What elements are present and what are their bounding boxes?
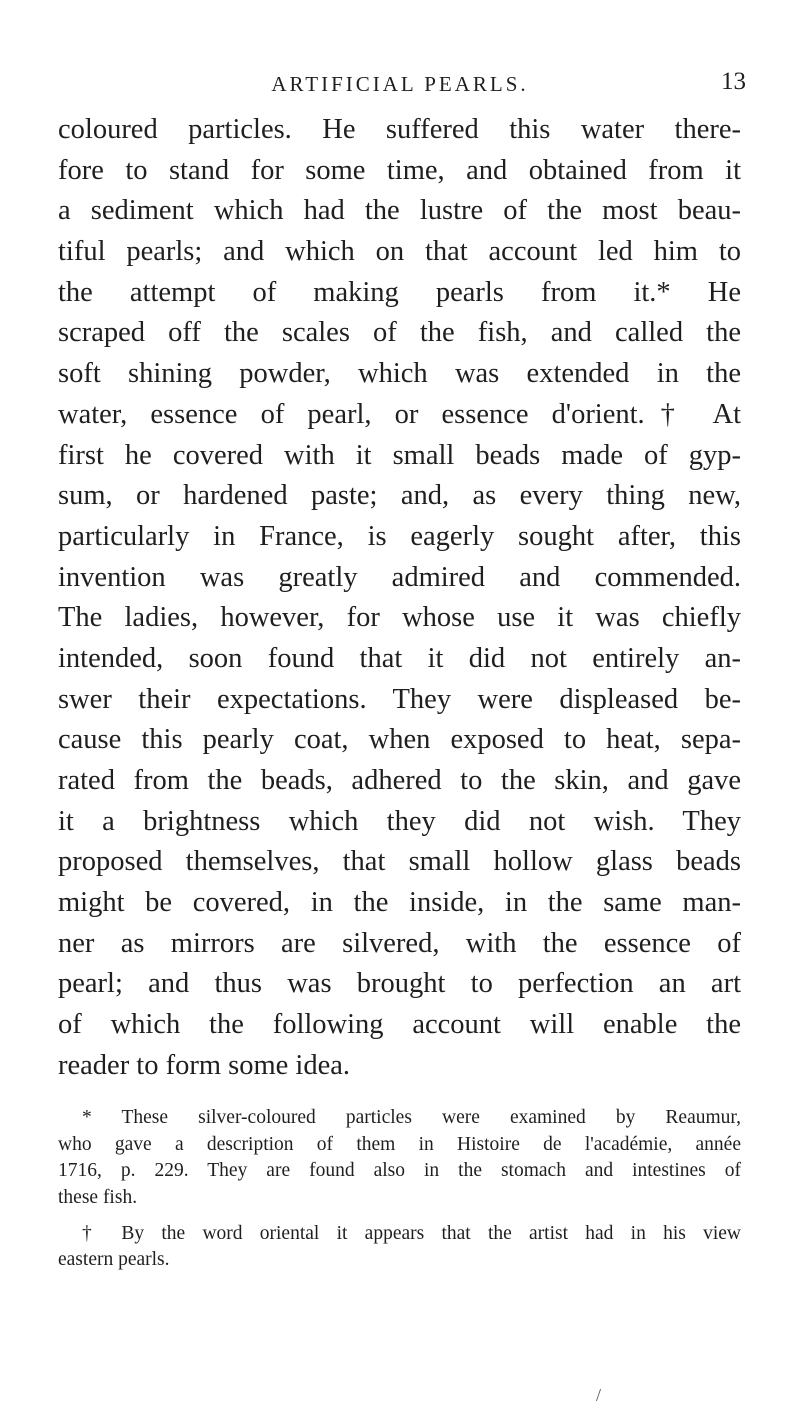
text-line: particularly in France, is eagerly sought after, this (58, 520, 741, 552)
footnote-line: 1716, p. 229. They are found also in the stomach and intestines of (58, 1160, 741, 1182)
text-line: intended, soon found that it did not entirely an- (58, 642, 741, 674)
text-line: water, essence of pearl, or essence d'orient.† At (58, 398, 741, 430)
text-line: ner as mirrors are silvered, with the essence of (58, 927, 741, 959)
text-line: rated from the beads, adhered to the skin, and gave (58, 765, 741, 796)
text-line: scraped off the scales of the fish, and called the (58, 317, 741, 349)
footnote-line: who gave a description of them in Histoire de l'académie, année (58, 1133, 741, 1155)
text-line: cause this pearly coat, when exposed to heat, sepa- (58, 724, 741, 756)
text-line: soft shining powder, which was extended in the (58, 358, 741, 390)
footnote-gap (58, 1212, 741, 1221)
text-line: might be covered, in the inside, in the same man- (58, 887, 741, 919)
text-line: sum, or hardened paste; and, as every thing new, (58, 480, 741, 512)
running-title: ARTIFICIAL PEARLS. (271, 72, 529, 96)
footnote-line: † By the word oriental it appears that the artist had in his view (82, 1222, 741, 1244)
text-line: first he covered with it small beads made of gyp- (58, 439, 741, 471)
footnote-1 (58, 1105, 741, 1212)
stray-mark: / (596, 1385, 602, 1405)
text-line: a sediment which had the lustre of the most beau- (58, 195, 741, 227)
page-number: 13 (721, 68, 746, 95)
text-line: it a brightness which they did not wish. They (58, 805, 741, 837)
text-line: The ladies, however, for whose use it was chiefly (58, 602, 741, 634)
footnotes (58, 1105, 741, 1274)
text-line: swer their expectations. They were displeased be- (58, 683, 741, 715)
body-text (58, 110, 741, 1087)
page-header (60, 66, 746, 100)
text-line: of which the following account will enable the (58, 1009, 741, 1041)
text-line: coloured particles. He suffered this water there- (58, 114, 741, 145)
footnote-line: these fish. (58, 1187, 138, 1209)
text-line: invention was greatly admired and commended. (58, 561, 741, 593)
text-line: the attempt of making pearls from it.* He (58, 276, 741, 308)
footnote-line: * These silver-coloured particles were examined by Reaumur, (82, 1107, 741, 1128)
text-line: proposed themselves, that small hollow glass beads (58, 846, 741, 878)
footnote-2 (58, 1221, 741, 1274)
text-line: tiful pearls; and which on that account led him to (58, 236, 741, 268)
text-line: pearl; and thus was brought to perfection an art (58, 968, 741, 1000)
text-line: reader to form some idea. (58, 1049, 350, 1081)
text-line: fore to stand for some time, and obtained from it (58, 154, 741, 186)
footnote-line: eastern pearls. (58, 1249, 170, 1271)
